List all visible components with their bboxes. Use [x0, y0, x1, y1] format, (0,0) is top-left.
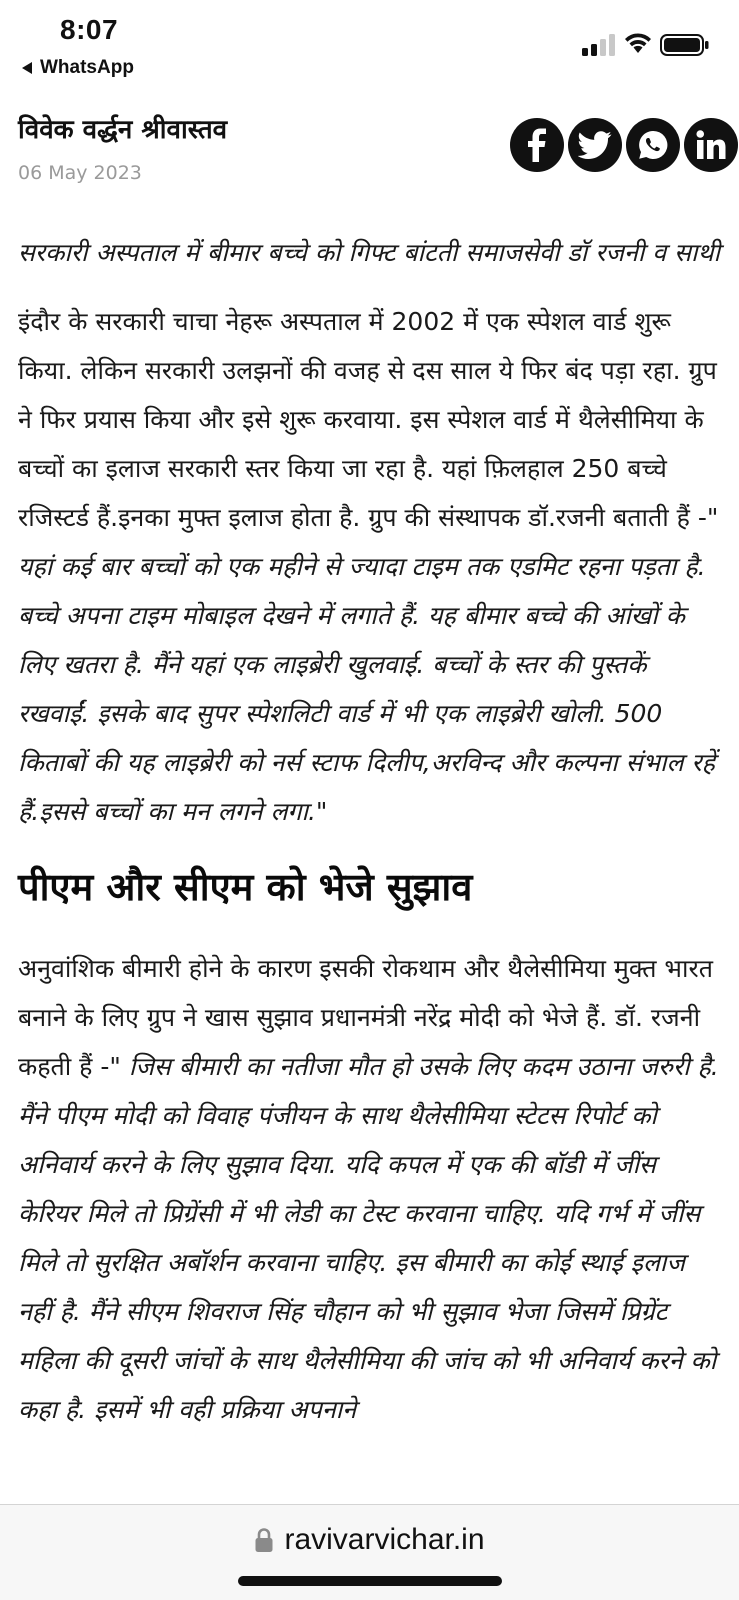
article-paragraph [18, 297, 724, 836]
status-bar [0, 0, 739, 88]
lock-icon [254, 1527, 274, 1553]
whatsapp-icon [637, 129, 669, 161]
section-heading: पीएम और सीएम को भेजे सुझाव [18, 865, 473, 909]
url-display[interactable] [0, 1523, 739, 1557]
share-buttons [510, 118, 738, 172]
article-paragraph [18, 944, 724, 1434]
twitter-icon [578, 131, 612, 159]
linkedin-icon [696, 130, 726, 160]
facebook-icon [524, 128, 550, 162]
home-indicator[interactable] [238, 1576, 502, 1586]
publish-date: 06 May 2023 [18, 162, 142, 184]
signal-icon [582, 34, 616, 56]
share-whatsapp-button[interactable] [626, 118, 680, 172]
image-caption: सरकारी अस्पताल में बीमार बच्चे को गिफ्ट बांटती समाजसेवी डॉ रजनी व साथी [18, 238, 720, 267]
article-body [18, 228, 724, 1450]
share-linkedin-button[interactable] [684, 118, 738, 172]
battery-icon [660, 33, 710, 57]
share-facebook-button[interactable] [510, 118, 564, 172]
paragraph-text: इंदौर के सरकारी चाचा नेहरू अस्पताल में 2002 में एक स्पेशल वार्ड शुरू किया. लेकिन सरकारी उलझनों की वजह से दस साल ये फिर बंद पड़ा रहा. ग्रुप ने फिर प्रयास किया और इसे शुरू करवाया. इस स्पेशल वार्ड में थैलेसीमिया के बच्चों का इलाज सरकारी स्तर किया जा रहा है. यहां फ़िलहाल 250 बच्चे रजिस्टर्ड हैं.इनका मुफ्त इलाज होता है. ग्रुप की संस्थापक डॉ.रजनी बताती हैं -" [18, 307, 719, 532]
share-twitter-button[interactable] [568, 118, 622, 172]
paragraph-quote: जिस बीमारी का नतीजा मौत हो उसके लिए कदम उठाना जरुरी है. मैंने पीएम मोदी को विवाह पंजीयन के साथ थैलेसीमिया स्टेटस रिपोर्ट को अनिवार्य करने के लिए सुझाव दिया. यदि कपल में एक की बॉडी में जींस केरियर मिले तो प्रिग्रेंसी में भी लेडी का टेस्ट करवाना चाहिए. यदि गर्भ में जींस मिले तो सुरक्षित अबॉर्शन करवाना चाहिए. इस बीमारी का कोई स्थाई इलाज नहीं है. मैंने सीएम शिवराज सिंह चौहान को भी सुझाव भेजा जिसमें प्रिग्रेंट महिला की दूसरी जांचों के साथ थैलेसीमिया की जांच को भी अनिवार्य करने को कहा है. इसमें भी वही प्रक्रिया अपनाने [18, 1052, 719, 1424]
back-app-label: WhatsApp [40, 57, 134, 78]
back-to-app-link[interactable] [22, 57, 134, 79]
url-text: ravivarvichar.in [284, 1523, 485, 1556]
back-arrow-icon [22, 62, 32, 74]
paragraph-text: अनुवांशिक बीमारी होने के कारण इसकी रोकथाम और थैलेसीमिया मुक्त भारत बनाने के लिए ग्रुप ने खास सुझाव प्रधानमंत्री नरेंद्र मोदी को भेजे हैं. डॉ. रजनी कहती हैं -" [18, 954, 713, 1081]
paragraph-quote: यहां कई बार बच्चों को एक महीने से ज्यादा टाइम तक एडमिट रहना पड़ता है. बच्चे अपना टाइम मोबाइल देखने में लगाते हैं. यह बीमार बच्चे की आंखों के लिए खतरा है. मैंने यहां एक लाइब्रेरी खुलवाई. बच्चों के स्तर की पुस्तकें रखवाईं. इसके बाद सुपर स्पेशलिटी वार्ड में भी एक लाइब्रेरी खोली. 500 किताबों की यह लाइब्रेरी को नर्स स्टाफ दिलीप,अरविन्द और कल्पना संभाल रहें हैं.इससे बच्चों का मन लगने लगा." [18, 552, 715, 826]
author-name[interactable]: विवेक वर्द्धन श्रीवास्तव [18, 115, 228, 145]
wifi-icon [623, 31, 653, 55]
status-time: 8:07 [60, 14, 119, 45]
